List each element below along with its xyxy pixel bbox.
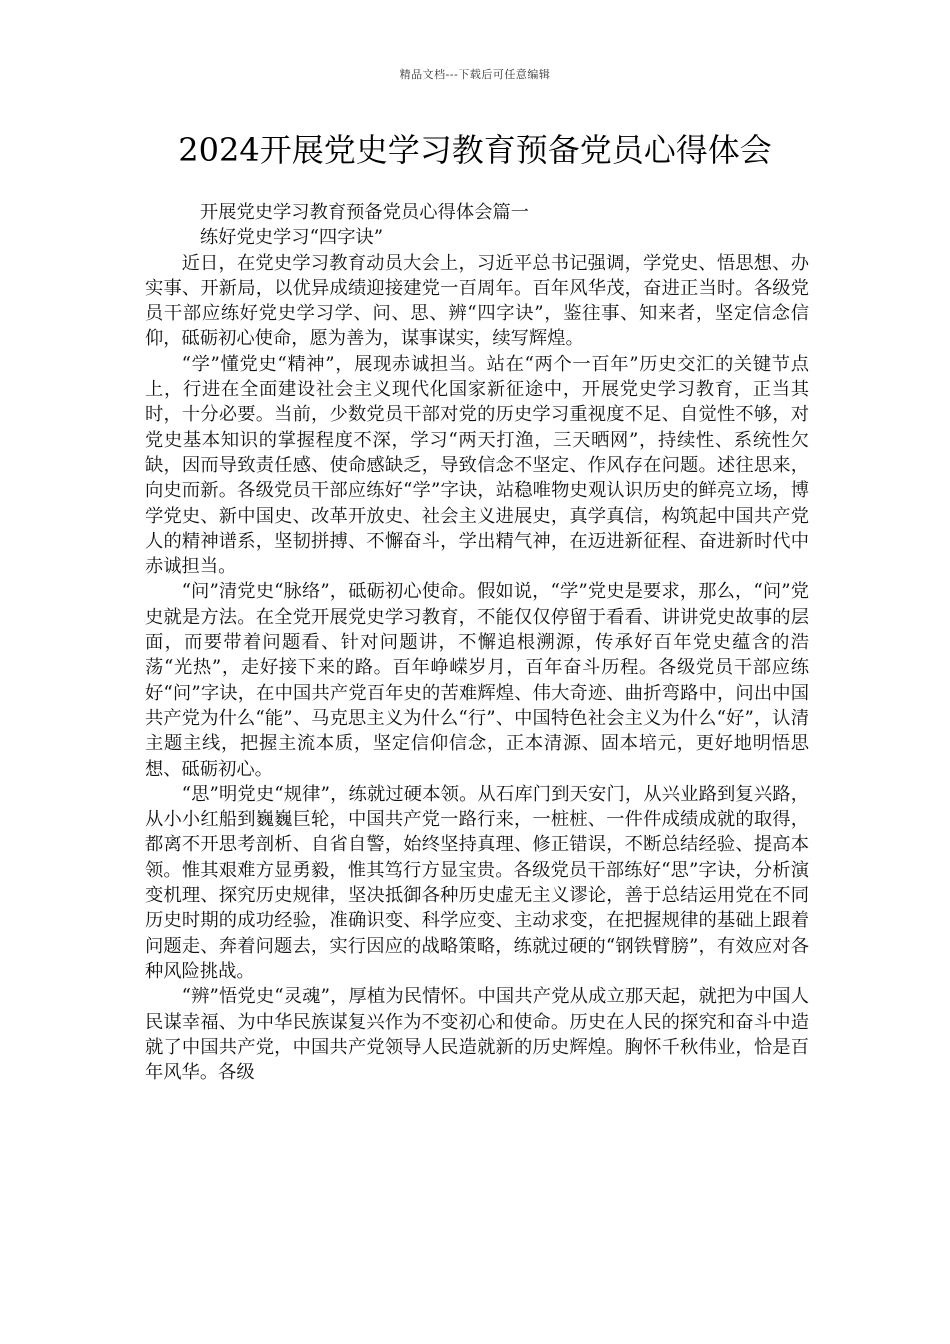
document-body <box>145 200 809 1085</box>
paragraph-intro: 近日，在党史学习教育动员大会上，习近平总书记强调，学党史、悟思想、办实事、开新局，以优异成绩迎接建党一百周年。百年风华茂，奋进正当时。各级党员干部应练好党史学习学、问、思、辨“四字诀”，鉴往事、知来者，坚定信念信仰，砥砺初心使命，愿为善为，谋事谋实，续写辉煌。 <box>145 252 809 350</box>
document-title: 2024开展党史学习教育预备党员心得体会 <box>178 131 772 169</box>
header-note: 精品文档---下载后可任意编辑 <box>399 68 551 81</box>
paragraph-bian: “辨”悟党史“灵魂”，厚植为民情怀。中国共产党从成立那天起，就把为中国人民谋幸福、为中华民族谋复兴作为不变初心和使命。历史在人民的探究和奋斗中造就了中国共产党，中国共产党领导人民造就新的历史辉煌。胸怀千秋伟业，恰是百年风华。各级 <box>145 986 809 1084</box>
paragraph-wen: “问”清党史“脉络”，砥砺初心使命。假如说，“学”党史是要求，那么，“问”党史就是方法。在全党开展党史学习教育，不能仅仅停留于看看、讲讲党史故事的层面，而要带着问题看、针对问题讲，不懈追根溯源，传承好百年党史蕴含的浩荡“光热”，走好接下来的路。百年峥嵘岁月，百年奋斗历程。各级党员干部应练好“问”字诀，在中国共产党百年史的苦难辉煌、伟大奇迹、曲折弯路中，问出中国共产党为什么“能”、马克思主义为什么“行”、中国特色社会主义为什么“好”，认清主题主线，把握主流本质，坚定信仰信念，正本清源、固本培元，更好地明悟思想、砥砺初心。 <box>145 581 809 780</box>
paragraph-si: “思”明党史“规律”，练就过硬本领。从石库门到天安门，从兴业路到复兴路，从小小红船到巍巍巨轮，中国共产党一路行来，一桩桩、一件件成绩成就的取得，都离不开思考剖析、自省自警，始终坚持真理、修正错误，不断总结经验、提高本领。惟其艰难方显勇毅，惟其笃行方显宝贵。各级党员干部练好“思”字诀，分析演变机理、探究历史规律，坚决抵御各种历史虚无主义谬论，善于总结运用党在不同历史时期的成功经验，准确识变、科学应变、主动求变，在把握规律的基础上跟着问题走、奔着问题去，实行因应的战略策略，练就过硬的“钢铁臂膀”，有效应对各种风险挑战。 <box>145 783 809 982</box>
article-subtitle: 开展党史学习教育预备党员心得体会篇一 <box>199 202 529 223</box>
section-heading: 练好党史学习“四字诀” <box>199 227 384 249</box>
paragraph-xue: “学”懂党史“精神”，展现赤诚担当。站在“两个一百年”历史交汇的关键节点上，行进在全面建设社会主义现代化国家新征途中，开展党史学习教育，正当其时，十分必要。当前，少数党员干部对党的历史学习重视度不足、自觉性不够，对党史基本知识的掌握程度不深，学习“两天打渔，三天晒网”，持续性、系统性欠缺，因而导致责任感、使命感缺乏，导致信念不坚定、作风存在问题。述往思来，向史而新。各级党员干部应练好“学”字诀，站稳唯物史观认识历史的鲜亮立场，博学党史、新中国史、改革开放史、社会主义进展史，真学真信，构筑起中国共产党人的精神谱系，坚韧拼搏、不懈奋斗，学出精气神，在迈进新征程、奋进新时代中赤诚担当。 <box>145 353 809 578</box>
